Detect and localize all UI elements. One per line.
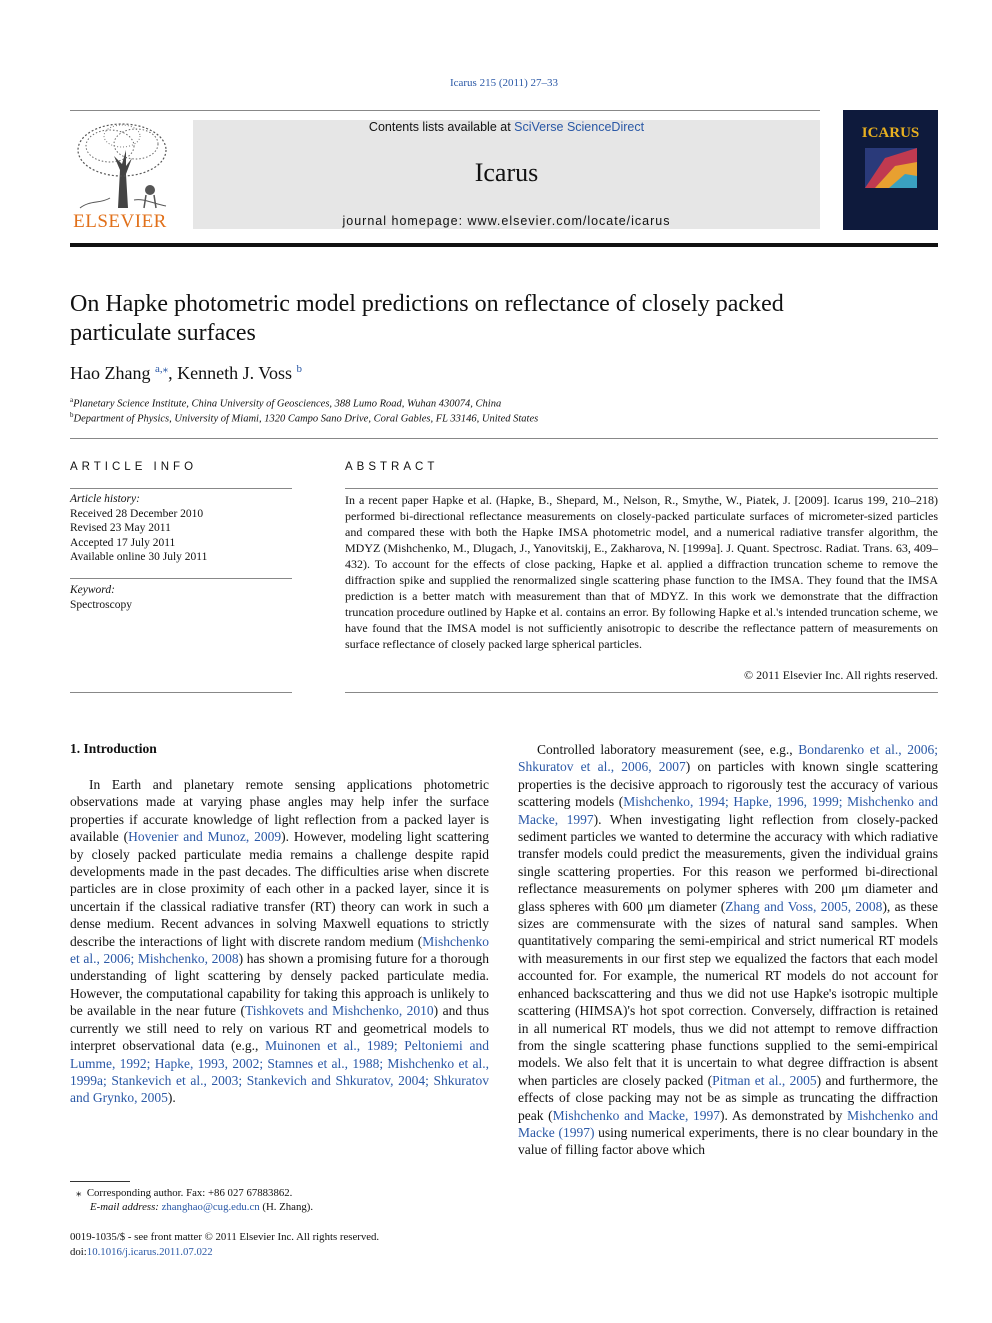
sciencedirect-link[interactable]: SciVerse ScienceDirect bbox=[514, 120, 645, 134]
author-2-affiliation-mark[interactable]: b bbox=[296, 363, 302, 375]
body-text: Controlled laboratory measurement (see, e.g., bbox=[537, 742, 799, 757]
affiliation-b: $^b$Department of Physics, University of Miami, 1320 Campo Sano Drive, Coral Gables, FL 33146, United States bbox=[70, 411, 539, 425]
journal-name: Icarus bbox=[474, 158, 539, 187]
intro-paragraph-1 bbox=[70, 776, 489, 1107]
footnote-corresponding: ⁎ Corresponding author. Fax: +86 027 67883862. bbox=[76, 1187, 293, 1199]
body-text: ), as these sizes are commensurate with the sizes of natural sand samples. When quantitatively comparing the semi-empirical and strict numerical RT models with measurements in our first step we equalized the factors that each model accounted for. For example, the numerical RT models do not account for enhanced backscattering and thus we did not use Hapke's isotropic multiple scattering (HIMSA)'s hot spot correction. Conversely, diffraction is retained in all numerical RT models, thus we did not attempt to remove diffraction from the single scattering phase functions supplied to the semi-empirical models. We also felt that it is uncertain to what degree diffraction is absent when particles are closely packed ( bbox=[518, 898, 938, 1088]
history-revised: Revised 23 May 2011 bbox=[70, 522, 171, 534]
body-text: ) and furthermore, the effects of close packing may not be as simple as truncating the diffraction peak ( bbox=[518, 1072, 938, 1123]
email-link[interactable]: zhanghao@cug.edu.cn bbox=[161, 1201, 260, 1213]
cover-art-icon bbox=[865, 148, 917, 188]
author-1-affiliation-marks[interactable]: a,⁎ bbox=[154, 363, 169, 375]
doi-line: doi:10.1016/j.icarus.2011.07.022 bbox=[70, 1246, 213, 1258]
author-1: Hao Zhang bbox=[70, 363, 151, 383]
article-title bbox=[70, 290, 930, 348]
body-column-right bbox=[518, 741, 938, 1159]
journal-homepage[interactable]: journal homepage: www.elsevier.com/locate/icarus bbox=[342, 214, 671, 228]
doi-link[interactable]: 10.1016/j.icarus.2011.07.022 bbox=[86, 1246, 213, 1258]
abstract-copyright: © 2011 Elsevier Inc. All rights reserved. bbox=[744, 668, 938, 682]
article-history bbox=[70, 492, 292, 565]
divider bbox=[70, 578, 292, 579]
keywords bbox=[70, 583, 292, 612]
history-online: Available online 30 July 2011 bbox=[70, 551, 208, 563]
citation-link[interactable]: Hovenier and Munoz, 2009 bbox=[128, 829, 282, 845]
header-rule bbox=[70, 110, 820, 111]
keyword-item: Spectroscopy bbox=[70, 598, 132, 611]
journal-citation[interactable]: Icarus 215 (2011) 27–33 bbox=[449, 77, 559, 89]
abstract-text: In a recent paper Hapke et al. (Hapke, B., Shepard, M., Nelson, R., Smythe, W., Piatek, J. [2009]. Icarus 199, 210–218) performed bi-directional reflectance measurements on closely-packed particulate surfaces of micrometer-sized particles and compared these with both the Hapke IMSA photometric model, and a numerical radiative transfer algorithm, the MDYZ (Mishchenko, M., Dlugach, J., Yanovitskij, E., Zakharova, N. [1999a]. J. Quant. Spectrosc. Radiat. Trans. 63, 409–432). To account for the effects of close packing, Hapke et al. applied a diffraction truncation scheme to remove the diffraction spike and supplied the renormalized single scattering phase function to the IMSA. They found that the IMSA prediction is a better match with measurement than that of MDYZ. In this work we demonstrate that the diffraction truncation procedure outlined by Hapke et al. contains an error. By following Hapke et al.'s intended truncation scheme, we have found that the IMSA model is not sufficiently anisotropic to describe the reflectance pattern of measurements on surface reflectance of closely packed large spherical particles. bbox=[345, 493, 938, 651]
citation-link[interactable]: Muinonen et al., 1989; Peltoniemi and Lumme, 1992; Hapke, 1993, 2002; Stamnes et al., 1988; Mishchenko et al., 1999a; Stankevich et al., 2003; Stankevich and Shkuratov, 2004; Shkuratov and Grynko, 2005 bbox=[70, 1038, 489, 1106]
body-text: ) has shown a promising future for a thorough understanding of light scattering by densely packed particulate media. However, the computational capability for taking this approach is unlikely to be available in the near future ( bbox=[70, 951, 489, 1019]
body-text: using numerical experiments, there is no clear boundary in the value of filling factor above which bbox=[518, 1124, 938, 1158]
history-accepted: Accepted 17 July 2011 bbox=[70, 536, 176, 549]
citation-link[interactable]: Zhang and Voss, 2005, 2008 bbox=[725, 898, 883, 914]
contents-prefix: Contents lists available at bbox=[368, 120, 515, 134]
journal-cover-thumbnail[interactable] bbox=[843, 110, 938, 230]
body-text: ). bbox=[167, 1090, 176, 1106]
contents-line bbox=[193, 120, 820, 134]
footnote-rule bbox=[70, 1181, 130, 1182]
author-list: Hao Zhang $^{a,⁎}$, Kenneth J. Voss $^b$ bbox=[70, 363, 302, 383]
body-column-left bbox=[70, 776, 489, 1107]
header-thick-rule bbox=[70, 243, 938, 247]
body-text: ) on particles with known single scattering properties is the decisive approach to rigorously test the accuracy of various scattering models ( bbox=[518, 759, 939, 810]
section-heading-introduction: 1. Introduction bbox=[70, 741, 157, 756]
body-text: ). When investigating light reflection from closely-packed sediment particles we wanted to determine the accuracy with which radiative transfer models could predict the measurements, given the individual grains single scattering properties. For this reason we performed bi-directional reflectance measurements on polymer spheres with 200 μm diameter and glass spheres with 600 μm diameter ( bbox=[518, 811, 938, 914]
citation-link[interactable]: Mishchenko and Macke (1997) bbox=[518, 1107, 939, 1140]
citation-link[interactable]: Mishchenko, 1994; Hapke, 1996, 1999; Mishchenko and Macke, 1997 bbox=[518, 794, 938, 827]
citation-link[interactable]: Pitman et al., 2005 bbox=[712, 1072, 817, 1088]
history-label: Article history: bbox=[70, 493, 140, 505]
body-text: In Earth and planetary remote sensing applications photometric observations made at varying phase angles may help infer the surface properties if accurate knowledge of light reflection from a packed layer is available ( bbox=[70, 777, 489, 845]
tree-logo-icon bbox=[70, 120, 174, 210]
intro-paragraph-2 bbox=[518, 741, 938, 1159]
body-text: ) and thus currently we still need to rely on various RT and geometrical models to interpret observational data (e.g., bbox=[70, 1003, 490, 1054]
body-text: ). As demonstrated by bbox=[720, 1107, 848, 1123]
divider bbox=[345, 692, 938, 693]
keyword-label: Keyword: bbox=[70, 584, 115, 596]
citation-link[interactable]: Tishkovets and Mishchenko, 2010 bbox=[244, 1003, 434, 1019]
footnote-email: E-mail address: zhanghao@cug.edu.cn (H. Zhang). bbox=[90, 1201, 314, 1213]
title-line-1: On Hapke photometric model predictions on reflectance of closely packed bbox=[70, 291, 784, 317]
title-rule bbox=[70, 438, 938, 439]
citation-link[interactable]: Mishchenko et al., 2006; Mishchenko, 2008 bbox=[70, 933, 489, 967]
affiliation-a: $^a$Planetary Science Institute, China University of Geosciences, 388 Lumo Road, Wuhan 430074, China bbox=[70, 396, 502, 410]
divider bbox=[345, 488, 938, 489]
citation-link[interactable]: Bondarenko et al., 2006; Shkuratov et al., 2006, 2007 bbox=[518, 742, 938, 775]
title-line-2: particulate surfaces bbox=[70, 320, 256, 346]
history-received: Received 28 December 2010 bbox=[70, 507, 204, 520]
divider bbox=[70, 692, 292, 693]
author-2: Kenneth J. Voss bbox=[177, 363, 292, 383]
journal-masthead bbox=[193, 120, 820, 229]
abstract-heading: ABSTRACT bbox=[345, 461, 439, 473]
body-text: ). However, modeling light scattering by closely packed particulate media remains a challenge despite rapid developments made in the past decades. The difficulties arise when discrete particles are in close proximity of each other in a packed layer, since it is uncertain if the classical radiative transfer (RT) theory can work in such a dense medium. Recent advances in solving Maxwell equations to strictly describe the interactions of light with discrete random medium ( bbox=[70, 829, 489, 949]
publisher-logo[interactable] bbox=[70, 120, 174, 232]
cover-title: ICARUS bbox=[861, 125, 920, 141]
publisher-name: ELSEVIER bbox=[73, 211, 167, 232]
front-matter: 0019-1035/$ - see front matter © 2011 Elsevier Inc. All rights reserved. bbox=[70, 1231, 380, 1243]
article-info-heading: ARTICLE INFO bbox=[70, 461, 198, 473]
citation-link[interactable]: Mishchenko and Macke, 1997 bbox=[552, 1107, 721, 1123]
divider bbox=[70, 488, 292, 489]
